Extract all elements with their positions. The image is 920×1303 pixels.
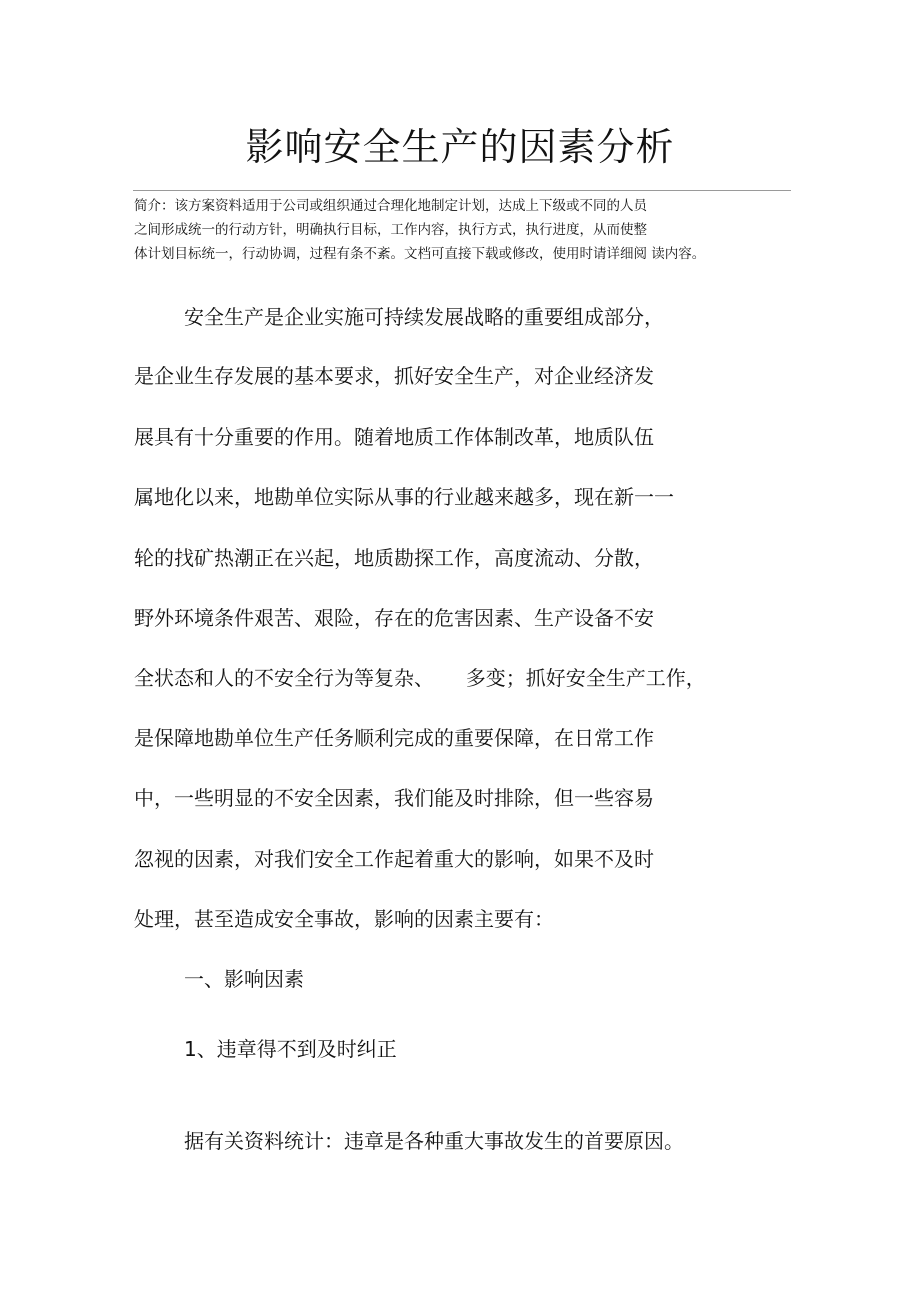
paragraph-line: 据有关资料统计：违章是各种重大事故发生的首要原因。 [184, 1129, 684, 1153]
paragraph-line: 全状态和人的不安全行为等复杂、 多变；抓好安全生产工作， [134, 666, 706, 690]
subsection-heading: 1、违章得不到及时纠正 [184, 1037, 397, 1061]
summary-line: 简介：该方案资料适用于公司或组织通过合理化地制定计划，达成上下级或不同的人员 [134, 198, 647, 214]
title-divider [133, 190, 791, 191]
paragraph-line: 安全生产是企业实施可持续发展战略的重要组成部分， [184, 305, 664, 329]
summary-line: 之间形成统一的行动方针，明确执行目标，工作内容，执行方式，执行进度，从而使整 [134, 222, 647, 238]
paragraph-line: 是保障地勘单位生产任务顺利完成的重要保障，在日常工作 [134, 726, 654, 750]
paragraph-line: 中，一些明显的不安全因素，我们能及时排除，但一些容易 [134, 786, 654, 810]
paragraph-line: 轮的找矿热潮正在兴起，地质勘探工作，高度流动、分散， [134, 546, 654, 570]
paragraph-line: 忽视的因素，对我们安全工作起着重大的影响，如果不及时 [134, 847, 654, 871]
section-heading: 一、影响因素 [184, 967, 304, 991]
paragraph-line: 野外环境条件艰苦、艰险，存在的危害因素、生产设备不安 [134, 606, 654, 630]
paragraph-line: 属地化以来，地勘单位实际从事的行业越来越多，现在新一一 [134, 485, 674, 509]
page-title: 影响安全生产的因素分析 [245, 125, 675, 169]
paragraph-line: 是企业生存发展的基本要求，抓好安全生产，对企业经济发 [134, 364, 654, 388]
paragraph-line: 展具有十分重要的作用。随着地质工作体制改革，地质队伍 [134, 425, 654, 449]
paragraph-line: 处理，甚至造成安全事故，影响的因素主要有： [134, 907, 554, 931]
summary-line: 体计划目标统一，行动协调，过程有条不紊。文档可直接下载或修改，使用时请详细阅 读内容。 [134, 246, 706, 262]
